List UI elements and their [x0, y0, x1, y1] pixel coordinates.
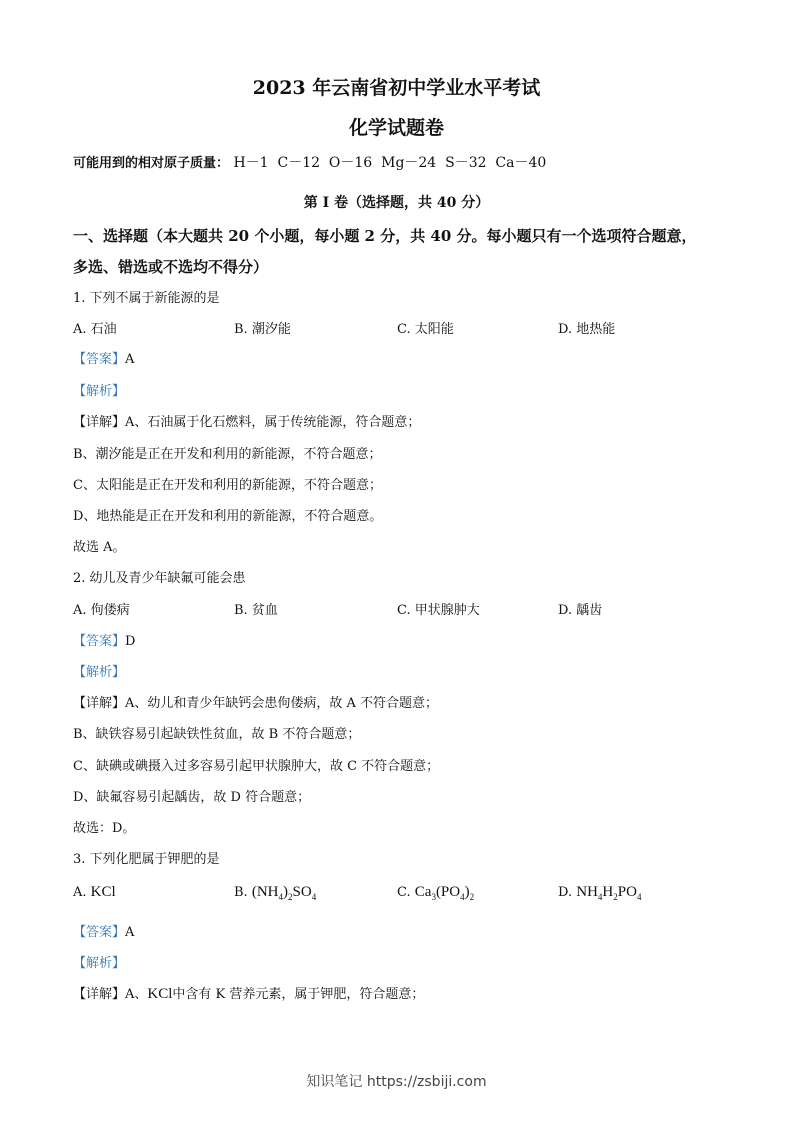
q3-option-c [397, 884, 474, 902]
q1-option-a: A. 石油 [73, 322, 117, 337]
q2-detail-4: D、缺氟容易引起龋齿，故 D 符合题意； [73, 790, 311, 805]
atomic-mass-line [73, 152, 546, 172]
q2-stem: 2. 幼儿及青少年缺氟可能会患 [73, 571, 246, 586]
q2-option-a: A. 佝偻病 [73, 603, 130, 618]
option-letter: C. [397, 885, 411, 900]
q3-analysis-tag: 【解析】 [73, 956, 126, 971]
q2-detail-2: B、缺铁容易引起缺铁性贫血，故 B 不符合题意； [73, 727, 361, 742]
detail-text: 中含有 K 营养元素，属于钾肥，符合题意； [172, 987, 425, 1002]
answer-tag: 【答案】 [73, 925, 126, 940]
q1-analysis-tag: 【解析】 [73, 384, 126, 399]
exam-subtitle: 化学试题卷 [348, 117, 444, 139]
q1-detail-1 [73, 411, 420, 430]
answer-tag: 【答案】 [73, 634, 126, 649]
formula-kcl: KCl [90, 884, 116, 900]
q3-option-d [558, 884, 641, 902]
detail-text: A、 [125, 987, 148, 1002]
option-letter: B. [234, 885, 248, 900]
q1-conclusion: 故选 A。 [73, 540, 126, 555]
option-letter: A. [73, 885, 87, 900]
section-instruction-line2: 多选、错选或不选均不得分） [73, 258, 269, 276]
option-letter: D. [558, 885, 573, 900]
detail-text: A、幼儿和青少年缺钙会患佝偻病，故 A 不符合题意； [125, 696, 439, 711]
q1-option-c: C. 太阳能 [397, 322, 454, 337]
q1-option-d: D. 地热能 [558, 322, 616, 337]
q2-analysis-tag: 【解析】 [73, 665, 126, 680]
q1-stem: 1. 下列不属于新能源的是 [73, 291, 220, 306]
atomic-mass-label: 可能用到的相对原子质量： [73, 156, 230, 171]
exam-title: 2023 年云南省初中学业水平考试 [252, 77, 541, 99]
q3-stem: 3. 下列化肥属于钾肥的是 [73, 852, 220, 867]
q3-option-a [73, 884, 116, 901]
q2-option-d: D. 龋齿 [558, 603, 603, 618]
q2-option-b: B. 贫血 [234, 603, 278, 618]
q3-answer [73, 921, 134, 940]
q2-conclusion: 故选：D。 [73, 821, 136, 836]
answer-value: A [125, 925, 135, 940]
detail-tag: 【详解】 [73, 415, 126, 430]
answer-value: A [125, 352, 135, 367]
footer-watermark: 知识笔记 https://zsbiji.com [306, 1074, 487, 1090]
q2-option-c: C. 甲状腺肿大 [397, 603, 480, 618]
detail-formula: KCl [147, 986, 173, 1002]
q2-detail-1 [73, 692, 438, 711]
detail-text: A、石油属于化石燃料，属于传统能源，符合题意； [125, 415, 421, 430]
section-instruction-line1: 一、选择题（本大题共 20 个小题，每小题 2 分，共 40 分。每小题只有一个选项符合题意， [73, 227, 697, 245]
detail-tag: 【详解】 [73, 696, 126, 711]
detail-tag: 【详解】 [73, 987, 126, 1002]
q1-answer [73, 348, 134, 367]
q1-option-b: B. 潮汐能 [234, 322, 291, 337]
answer-tag: 【答案】 [73, 352, 126, 367]
q1-detail-2: B、潮汐能是正在开发和利用的新能源，不符合题意； [73, 447, 382, 462]
formula-ammonium-sulfate: $(NH_4)_2SO_4$ [251, 884, 317, 902]
answer-value: D [125, 634, 136, 649]
q1-detail-4: D、地热能是正在开发和利用的新能源，不符合题意。 [73, 509, 383, 524]
q2-detail-3: C、缺碘或碘摄入过多容易引起甲状腺肿大，故 C 不符合题意； [73, 759, 440, 774]
atomic-mass-values: H－1 C－12 O－16 Mg－24 S－32 Ca－40 [233, 155, 547, 171]
q2-answer [73, 630, 135, 649]
formula-calcium-phosphate: $Ca_3(PO_4)_2$ [414, 884, 475, 902]
formula-ammonium-dihydrogen-phosphate: $NH_4H_2PO_4$ [576, 884, 642, 902]
q3-detail-1 [73, 983, 424, 1003]
part1-heading: 第 I 卷（选择题，共 40 分） [303, 195, 490, 211]
q3-option-b [234, 884, 316, 902]
q1-detail-3: C、太阳能是正在开发和利用的新能源，不符合题意； [73, 478, 382, 493]
